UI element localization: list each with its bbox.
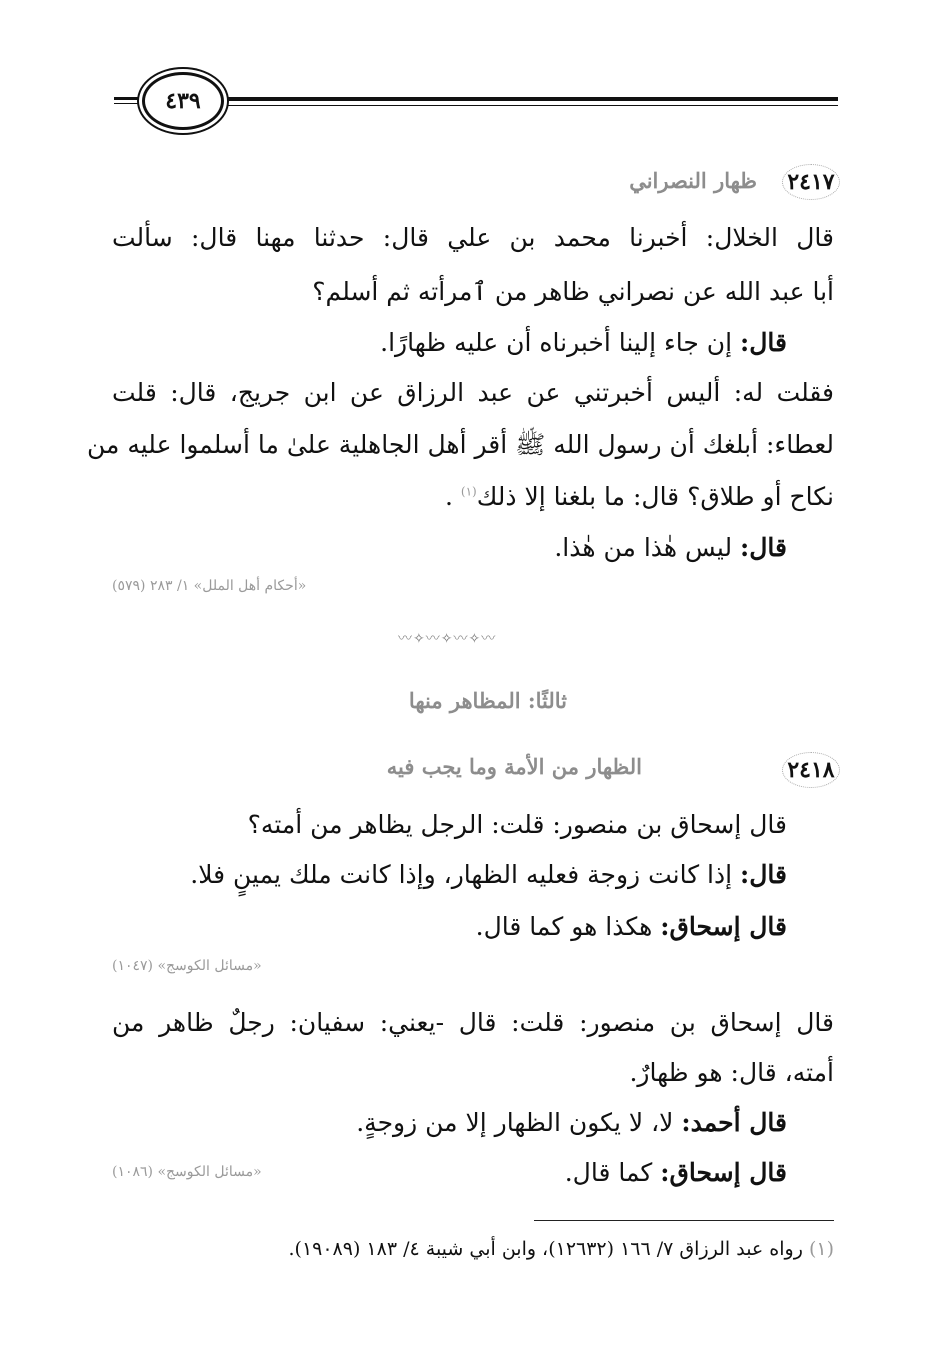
source-citation: «مسائل الكوسج» (١٠٨٦) (112, 1164, 262, 1180)
source-citation: «أحكام أهل الملل» ١/ ٢٨٣ (٥٧٩) (112, 578, 307, 594)
text-line: قال إسحاق بن منصور: قلت: قال -يعني: سفيان: رجلٌ ظاهر من (112, 1008, 834, 1037)
text-line: أمته، قال: هو ظهارٌ. (629, 1058, 834, 1087)
text-line (476, 914, 787, 939)
lead-label: قال: (740, 328, 787, 357)
text-line: قال إسحاق بن منصور: قلت: الرجل يظاهر من أمته؟ (247, 810, 787, 839)
text-line: لعطاء: أبلغك أن رسول الله ﷺ أقر أهل الجاهلية علىٰ ما أسلموا عليه من (86, 430, 834, 459)
lead-label: قال إسحاق: (660, 912, 787, 941)
source-citation: «مسائل الكوسج» (١٠٤٧) (112, 958, 262, 974)
text-line (356, 1110, 787, 1135)
lead-label: قال: (740, 860, 787, 889)
chapter-title: ثالثًا: المظاهر منها (408, 688, 567, 713)
header-rule-left-thin (114, 103, 144, 104)
header-rule-left (114, 97, 144, 100)
text-span: ليس هٰذا من هٰذا. (554, 533, 733, 562)
text-span: لا، لا يكون الظهار إلا من زوجةٍ. (356, 1108, 674, 1137)
header-rule-right-thin (218, 105, 838, 106)
text-span: إن جاء إلينا أخبرناه أن عليه ظهارًا. (380, 328, 733, 357)
section-number-2417: ٢٤١٧ (782, 164, 840, 200)
section-number-2418: ٢٤١٨ (782, 752, 840, 788)
footnote (288, 1238, 834, 1260)
text-line: أبا عبد الله عن نصراني ظاهر من ٱمرأته ثم أسلم؟ (312, 277, 834, 306)
footnote-rule (534, 1220, 834, 1221)
text-line (565, 1160, 787, 1185)
lead-label: قال أحمد: (681, 1108, 787, 1137)
text-span: إذا كانت زوجة فعليه الظهار، وإذا كانت ملك يمينٍ فلا. (190, 860, 733, 889)
text-line: نكاح أو طلاق؟ قال: ما بلغنا إلا ذلك$^{(١)}$ . (444, 482, 834, 511)
footnote-text: رواه عبد الرزاق ٧/ ١٦٦ (١٢٦٣٢)، وابن أبي شيبة ٤/ ١٨٣ (١٩٠٨٩). (288, 1238, 803, 1260)
footnote-ref[interactable]: (١) (460, 484, 477, 499)
text-span: هكذا هو كما قال. (475, 912, 653, 941)
text-span: نكاح أو طلاق؟ قال: ما بلغنا إلا ذلك (476, 482, 834, 511)
text-span: كما قال. (564, 1158, 653, 1187)
text-line (380, 330, 787, 355)
lead-label: قال: (740, 533, 787, 562)
section-title-2417: ظهار النصراني (629, 168, 757, 193)
lead-label: قال إسحاق: (660, 1158, 787, 1187)
footnote-marker: (١) (808, 1238, 834, 1260)
ornament-divider: 〰✧〰✧〰✧〰 (398, 631, 497, 647)
text-line: قال الخلال: أخبرنا محمد بن علي قال: حدثنا مهنا قال: سألت (112, 223, 834, 252)
text-line: فقلت له: أليس أخبرتني عن عبد الرزاق عن ابن جريج، قال: قلت (112, 378, 834, 407)
section-title-2418: الظهار من الأمة وما يجب فيه (386, 754, 642, 779)
text-line (190, 862, 787, 887)
header-rule-right (218, 97, 838, 101)
text-line (554, 535, 787, 560)
page-number: ٤٣٩ (142, 72, 224, 130)
